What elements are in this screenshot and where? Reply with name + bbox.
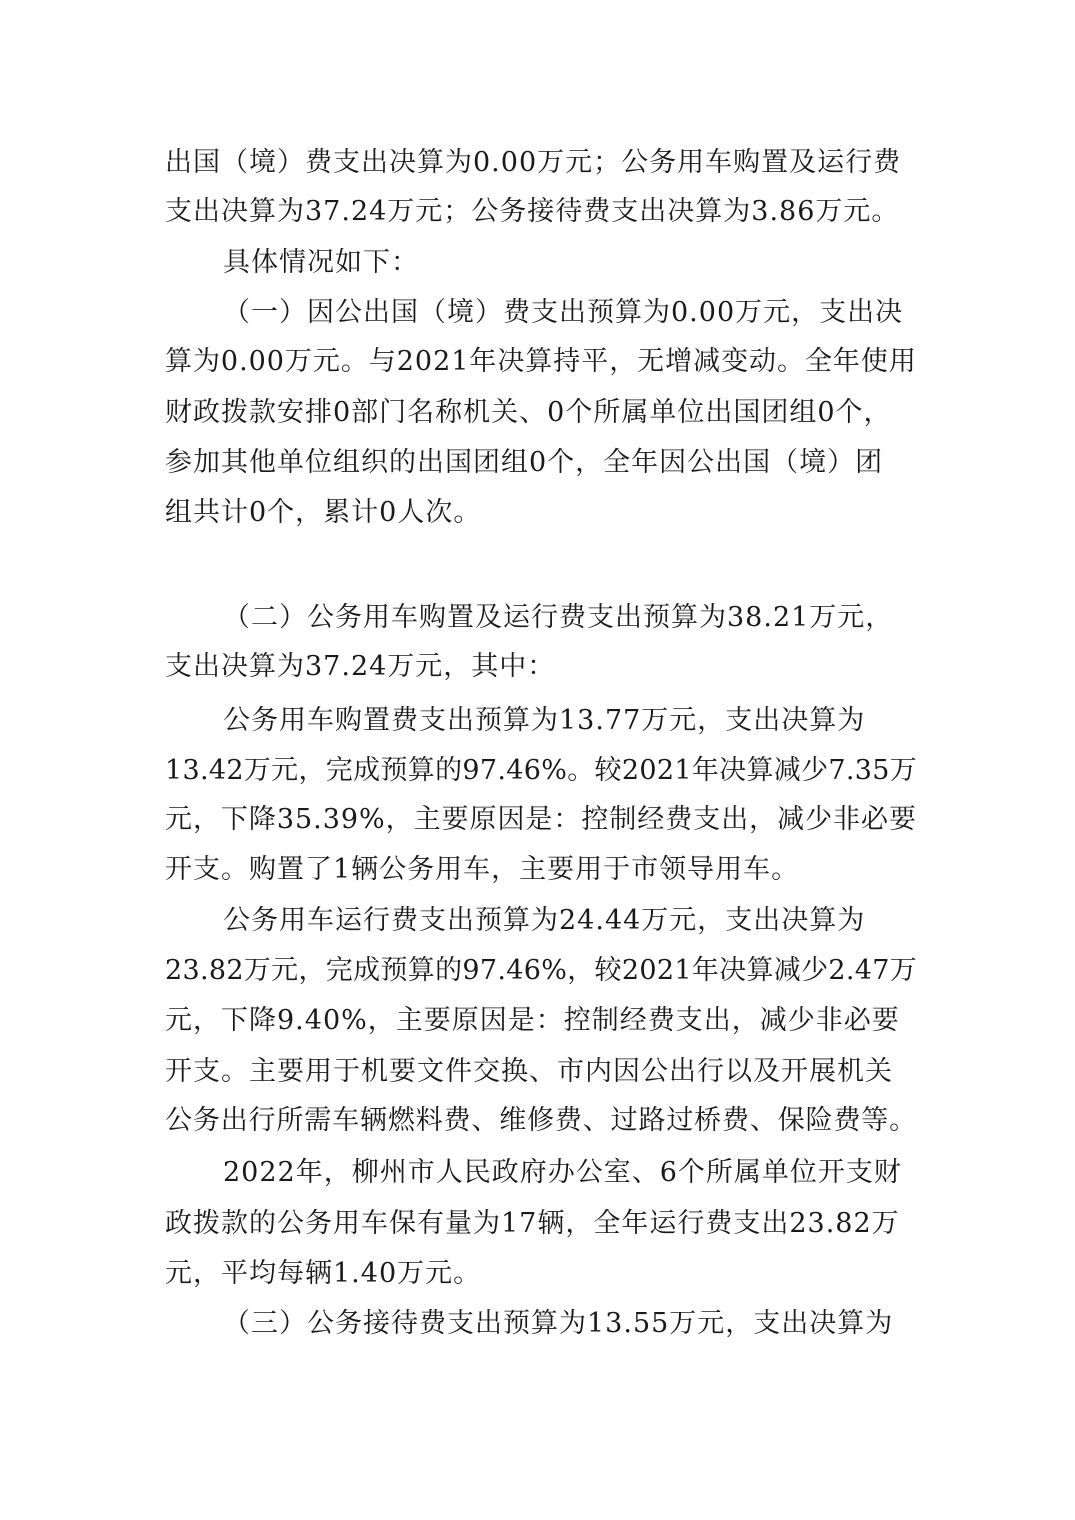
text-line: 元，下降35.39%，主要原因是：控制经费支出，减少非必要	[165, 804, 917, 835]
text-line: 公务出行所需车辆燃料费、维修费、过路过桥费、保险费等。	[165, 1105, 917, 1136]
text-line: 财政拨款安排0部门名称机关、0个所属单位出国团组0个，	[165, 397, 892, 428]
text-line: 支出决算为37.24万元；公务接待费支出决算为3.86万元。	[165, 196, 900, 227]
text-line: 具体情况如下：	[223, 247, 419, 278]
text-line: 算为0.00万元。与2021年决算持平，无增减变动。全年使用	[165, 346, 917, 377]
text-line: 公务用车购置费支出预算为13.77万元，支出决算为	[223, 705, 866, 736]
text-line: 支出决算为37.24万元，其中：	[165, 651, 556, 682]
text-line: 出国（境）费支出决算为0.00万元；公务用车购置及运行费	[165, 147, 902, 178]
text-line: （一）因公出国（境）费支出预算为0.00万元，支出决	[223, 297, 904, 328]
text-line: （三）公务接待费支出预算为13.55万元，支出决算为	[223, 1308, 894, 1339]
text-line: 参加其他单位组织的出国团组0个，全年因公出国（境）团	[165, 447, 884, 478]
text-line: 13.42万元，完成预算的97.46%。较2021年决算减少7.35万	[165, 755, 918, 786]
text-line: 元，平均每辆1.40万元。	[165, 1258, 482, 1289]
text-line: 2022年，柳州市人民政府办公室、6个所属单位开支财	[223, 1157, 902, 1188]
text-line: 开支。购置了1辆公务用车，主要用于市领导用车。	[165, 854, 800, 885]
text-line: （二）公务用车购置及运行费支出预算为38.21万元，	[223, 602, 894, 633]
text-line: 组共计0个，累计0人次。	[165, 497, 482, 528]
text-line: 公务用车运行费支出预算为24.44万元，支出决算为	[223, 905, 866, 936]
text-line: 开支。主要用于机要文件交换、市内因公出行以及开展机关	[165, 1056, 893, 1087]
text-line: 政拨款的公务用车保有量为17辆，全年运行费支出23.82万	[165, 1208, 900, 1239]
text-line: 元，下降9.40%，主要原因是：控制经费支出，减少非必要	[165, 1005, 900, 1036]
text-line: 23.82万元，完成预算的97.46%，较2021年决算减少2.47万	[165, 955, 918, 986]
